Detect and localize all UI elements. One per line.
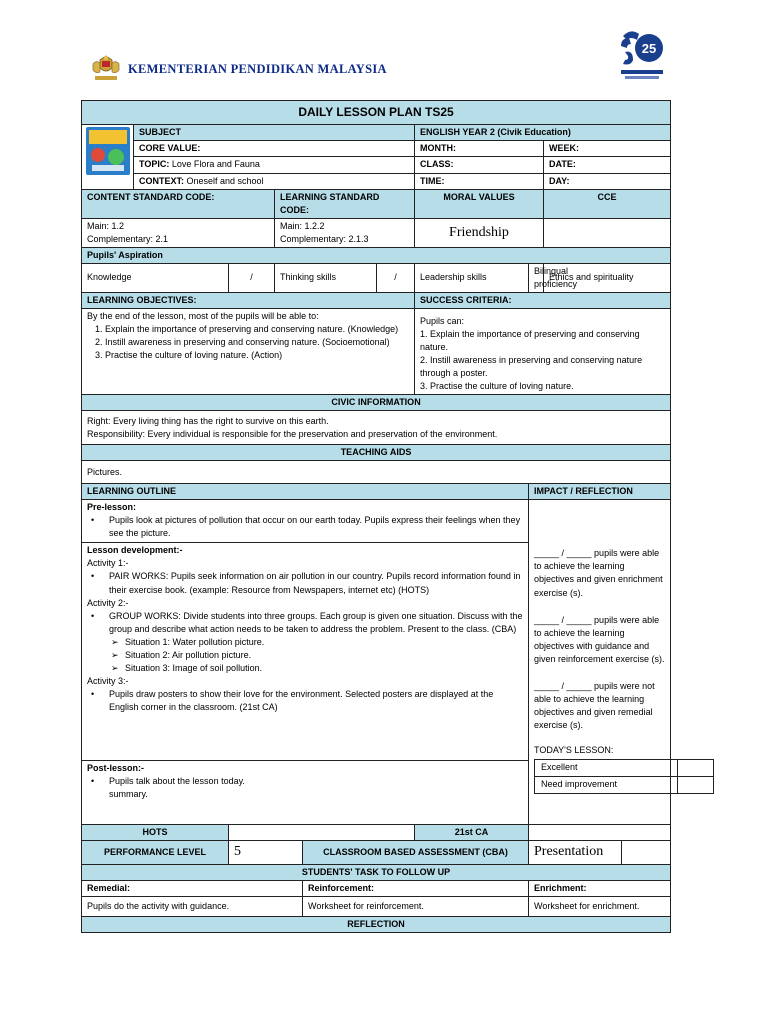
rating-need-improvement-box[interactable] (678, 776, 714, 793)
aspiration-bilingual: Bilingual proficiency (529, 263, 544, 292)
objective-item: 1. Explain the importance of preserving and conserving nature. (Knowledge) (105, 323, 409, 336)
objectives-list (87, 323, 409, 362)
list-item: • Pupils talk about the lesson today. (91, 776, 245, 787)
cba-extra (622, 841, 671, 864)
pre-lesson-cell (82, 500, 529, 543)
cba-value: Presentation (529, 841, 622, 864)
remedial-label: Remedial: (82, 880, 303, 896)
moral-values-label: MORAL VALUES (415, 189, 544, 218)
context-row: CONTEXT: Oneself and school (134, 173, 415, 189)
cce-value (544, 218, 671, 247)
objective-item: 3. Practise the culture of loving nature. (Action) (105, 349, 409, 362)
list-item: • GROUP WORKS: Divide students into three groups. Each group is given one situation. Discuss with the group and describe what action needs to be taken to address the problem. Present to the class. (CBA) (91, 610, 523, 634)
cce-label: CCE (544, 189, 671, 218)
rating-excellent-box[interactable] (678, 759, 714, 776)
core-value-label: CORE VALUE: (134, 141, 415, 157)
situation-item: ➢ Situation 1: Water pollution picture. (111, 636, 265, 647)
month-label: MONTH: (415, 141, 544, 157)
enrichment-text: Worksheet for enrichment. (529, 896, 671, 916)
aspiration-knowledge-mark: / (229, 263, 275, 292)
post-lesson-cell (82, 761, 529, 825)
civic-label: CIVIC INFORMATION (82, 395, 671, 411)
lesson-plan-table (81, 100, 671, 933)
week-label: WEEK: (544, 141, 671, 157)
civic-info (82, 411, 671, 445)
post-lesson-label: Post-lesson:- (87, 763, 145, 774)
criteria-item: 1. Explain the importance of preserving and conserving nature. (420, 329, 640, 353)
impact-cell (529, 500, 671, 825)
teaching-aids-value: Pictures. (82, 461, 671, 484)
post-lesson-summary: summary. (109, 789, 148, 800)
criteria-label: SUCCESS CRITERIA: (415, 292, 671, 308)
content-standard-value: Main: 1.2 Complementary: 2.1 (82, 218, 275, 247)
learning-standard-value: Main: 1.2.2 Complementary: 2.1.3 (275, 218, 415, 247)
teaching-aids-label: TEACHING AIDS (82, 445, 671, 461)
date-label: DATE: (544, 157, 671, 173)
aspiration-ethics: Ethics and spirituality (544, 263, 671, 292)
performance-level-label: PERFORMANCE LEVEL (82, 841, 229, 864)
ministry-name: KEMENTERIAN PENDIDIKAN MALAYSIA (128, 61, 387, 76)
learning-standard-label: LEARNING STANDARD CODE: (275, 189, 415, 218)
list-item: • Pupils look at pictures of pollution that occur on our earth today. Pupils express their feelings when they see the picture. (91, 515, 521, 539)
subject-label: SUBJECT (134, 125, 415, 141)
objectives-intro: By the end of the lesson, most of the pupils will be able to: (87, 310, 319, 321)
remedial-text: Pupils do the activity with guidance. (82, 896, 303, 916)
aspiration-thinking-mark: / (377, 263, 415, 292)
aspiration-knowledge: Knowledge (82, 263, 229, 292)
ca21-label: 21st CA (415, 825, 529, 841)
plan-title: DAILY LESSON PLAN TS25 (82, 101, 671, 125)
performance-level-value: 5 (229, 841, 303, 864)
subject-icon-cell (82, 125, 134, 189)
topic-value: Love Flora and Fauna (171, 159, 260, 170)
todays-lesson-table (534, 759, 714, 794)
topic-row: TOPIC: Love Flora and Fauna (134, 157, 415, 173)
followup-label: STUDENTS' TASK TO FOLLOW UP (82, 864, 671, 880)
impact-item: _____ / _____ pupils were able to achieve the learning objectives with guidance and given reinforcement exercise (s). (534, 614, 665, 664)
list-item: • PAIR WORKS: Pupils seek information on air pollution in our country. Pupils record information found in their exercise book. (example: Resource from Newspapers, internet etc) (HOTS) (91, 571, 521, 595)
civic-responsibility: Responsibility: Every individual is responsible for the preservation and preservation of the environment. (87, 428, 498, 439)
ministry-header (90, 54, 387, 84)
reflection-label: REFLECTION (82, 916, 671, 932)
list-item: • Pupils draw posters to show their love for the environment. Selected posters are displayed at the English corner in the classroom. (21st CA) (91, 688, 494, 712)
todays-lesson-label: TODAY'S LESSON: (534, 744, 614, 755)
impact-item: _____ / _____ pupils were able to achieve the learning objectives and given enrichment exercise (s). (534, 548, 663, 598)
ts25-logo (617, 26, 667, 82)
activity-1-label: Activity 1:- (87, 558, 129, 569)
day-label: DAY: (544, 173, 671, 189)
hots-label: HOTS (82, 825, 229, 841)
moral-value: Friendship (415, 218, 544, 247)
malaysia-crest-logo (90, 54, 122, 84)
hots-value (229, 825, 415, 841)
ts25-number: 25 (641, 41, 657, 56)
situation-item: ➢ Situation 3: Image of soil pollution. (111, 662, 263, 673)
criteria-item: 3. Practise the culture of loving nature. (420, 381, 574, 392)
aspiration-label: Pupils' Aspiration (82, 247, 671, 263)
context-value: Oneself and school (186, 175, 264, 186)
impact-item: _____ / _____ pupils were not able to achieve the learning objectives and given remedial exercise (s). (534, 680, 655, 730)
aspiration-leadership: Leadership skills (415, 263, 529, 292)
time-label: TIME: (415, 173, 544, 189)
lesson-development-label: Lesson development:- (87, 545, 183, 556)
pre-lesson-label: Pre-lesson: (87, 502, 137, 513)
criteria-intro: Pupils can: (420, 315, 465, 326)
reinforcement-text: Worksheet for reinforcement. (303, 896, 529, 916)
objectives-cell (82, 308, 415, 394)
english-book-icon (86, 127, 130, 175)
criteria-item: 2. Instill awareness in preserving and conserving nature through a poster. (420, 355, 643, 379)
civic-right: Right: Every living thing has the right to survive on this earth. (87, 415, 329, 426)
activity-2-label: Activity 2:- (87, 597, 129, 608)
objectives-label: LEARNING OBJECTIVES: (82, 292, 415, 308)
outline-label: LEARNING OUTLINE (82, 484, 529, 500)
reinforcement-label: Reinforcement: (303, 880, 529, 896)
impact-label: IMPACT / REFLECTION (529, 484, 671, 500)
rating-need-improvement: Need improvement (535, 776, 678, 793)
lesson-development-cell (82, 543, 529, 761)
objective-item: 2. Instill awareness in preserving and conserving nature. (Socioemotional) (105, 336, 409, 349)
rating-excellent: Excellent (535, 759, 678, 776)
activity-3-label: Activity 3:- (87, 675, 129, 686)
aspiration-thinking: Thinking skills (275, 263, 377, 292)
situation-item: ➢ Situation 2: Air pollution picture. (111, 649, 252, 660)
criteria-cell (415, 308, 671, 394)
subject-value: ENGLISH YEAR 2 (Civik Education) (415, 125, 671, 141)
enrichment-label: Enrichment: (529, 880, 671, 896)
cba-label: CLASSROOM BASED ASSESSMENT (CBA) (303, 841, 529, 864)
content-standard-label: CONTENT STANDARD CODE: (82, 189, 275, 218)
ca21-value (529, 825, 671, 841)
class-label: CLASS: (415, 157, 544, 173)
